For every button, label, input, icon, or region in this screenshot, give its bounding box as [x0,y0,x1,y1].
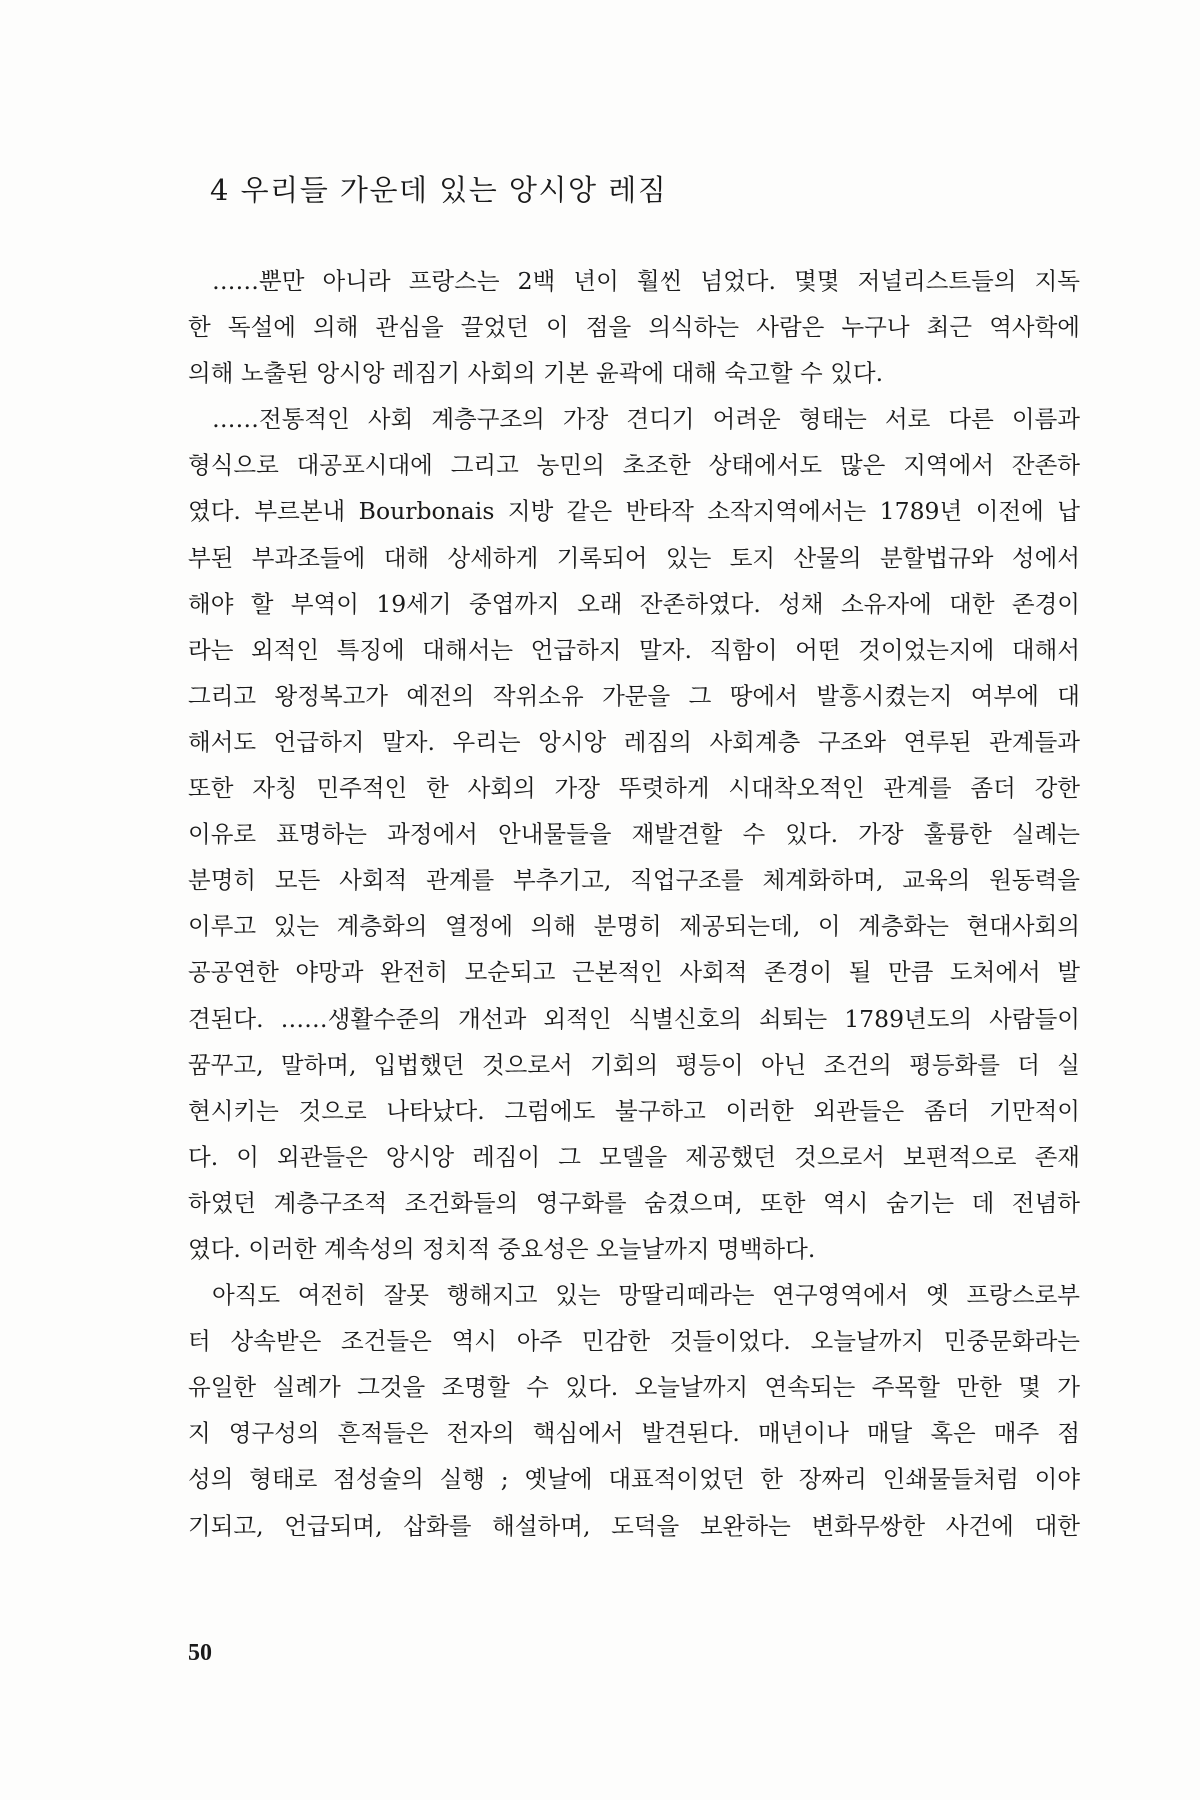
text-line: 라는 외적인 특징에 대해서는 언급하지 말자. 직함이 어떤 것이었는지에 대해서 [188,635,1080,664]
text-line: 였다. 이러한 계속성의 정치적 중요성은 오늘날까지 명백하다. [188,1234,816,1263]
text-line: ……전통적인 사회 계층구조의 가장 견디기 어려운 형태는 서로 다른 이름과 [212,405,1080,434]
text-line: ……뿐만 아니라 프랑스는 2백 년이 훨씬 넘었다. 몇몇 저널리스트들의 지독 [212,267,1080,295]
text-line: 이루고 있는 계층화의 열정에 의해 분명히 제공되는데, 이 계층화는 현대사회의 [188,912,1080,941]
text-line: 그리고 왕정복고가 예전의 작위소유 가문을 그 땅에서 발흥시켰는지 여부에 대 [188,681,1080,710]
text-line: 아직도 여전히 잘못 행해지고 있는 망딸리떼라는 연구영역에서 옛 프랑스로부 [212,1281,1080,1310]
text-line: 기되고, 언급되며, 삽화를 해설하며, 도덕을 보완하는 변화무쌍한 사건에 대한 [188,1511,1080,1540]
text-line: 였다. 부르본내 Bourbonais 지방 같은 반타작 소작지역에서는 1789년 이전에 납 [188,497,1080,526]
text-line: 이유로 표명하는 과정에서 안내물들을 재발견할 수 있다. 가장 훌륭한 실례는 [188,820,1080,849]
text-line: 한 독설에 의해 관심을 끌었던 이 점을 의식하는 사람은 누구나 최근 역사학에 [188,313,1080,342]
text-line: 다. 이 외관들은 앙시앙 레짐이 그 모델을 제공했던 것으로서 보편적으로 존재 [188,1142,1080,1171]
text-line: 해서도 언급하지 말자. 우리는 앙시앙 레짐의 사회계층 구조와 연루된 관계들과 [188,727,1080,756]
text-line: 해야 할 부역이 19세기 중엽까지 오래 잔존하였다. 성채 소유자에 대한 존경이 [188,589,1080,618]
text-line: 공공연한 야망과 완전히 모순되고 근본적인 사회적 존경이 될 만큼 도처에서 발 [188,958,1080,987]
text-line: 형식으로 대공포시대에 그리고 농민의 초조한 상태에서도 많은 지역에서 잔존하 [188,451,1080,480]
body-text [188,258,1080,1549]
text-line: 현시키는 것으로 나타났다. 그럼에도 불구하고 이러한 외관들은 좀더 기만적이 [188,1096,1080,1125]
text-line: 견된다. ……생활수준의 개선과 외적인 식별신호의 쇠퇴는 1789년도의 사람들이 [188,1004,1080,1033]
text-line: 유일한 실례가 그것을 조명할 수 있다. 오늘날까지 연속되는 주목할 만한 몇 가 [188,1373,1080,1402]
page-number: 50 [188,1640,212,1666]
text-line: 하였던 계층구조적 조건화들의 영구화를 숨겼으며, 또한 역시 숨기는 데 전념하 [188,1188,1080,1217]
text-line: 지 영구성의 흔적들은 전자의 핵심에서 발견된다. 매년이나 매달 혹은 매주 점 [188,1419,1080,1448]
text-line: 터 상속받은 조건들은 역시 아주 민감한 것들이었다. 오늘날까지 민중문화라는 [188,1327,1080,1356]
text-line: 부된 부과조들에 대해 상세하게 기록되어 있는 토지 산물의 분할법규와 성에서 [188,543,1080,572]
text-line: 또한 자칭 민주적인 한 사회의 가장 뚜렷하게 시대착오적인 관계를 좀더 강한 [188,774,1080,803]
text-line: 꿈꾸고, 말하며, 입법했던 것으로서 기회의 평등이 아닌 조건의 평등화를 더 실 [188,1050,1080,1079]
text-line: 성의 형태로 점성술의 실행 ; 옛날에 대표적이었던 한 장짜리 인쇄물들처럼 이야 [188,1465,1080,1494]
text-line: 의해 노출된 앙시앙 레짐기 사회의 기본 윤곽에 대해 숙고할 수 있다. [188,359,884,388]
text-line: 분명히 모든 사회적 관계를 부추기고, 직업구조를 체계화하며, 교육의 원동력을 [188,866,1080,895]
section-heading: 4 우리들 가운데 있는 앙시앙 레짐 [210,173,668,207]
